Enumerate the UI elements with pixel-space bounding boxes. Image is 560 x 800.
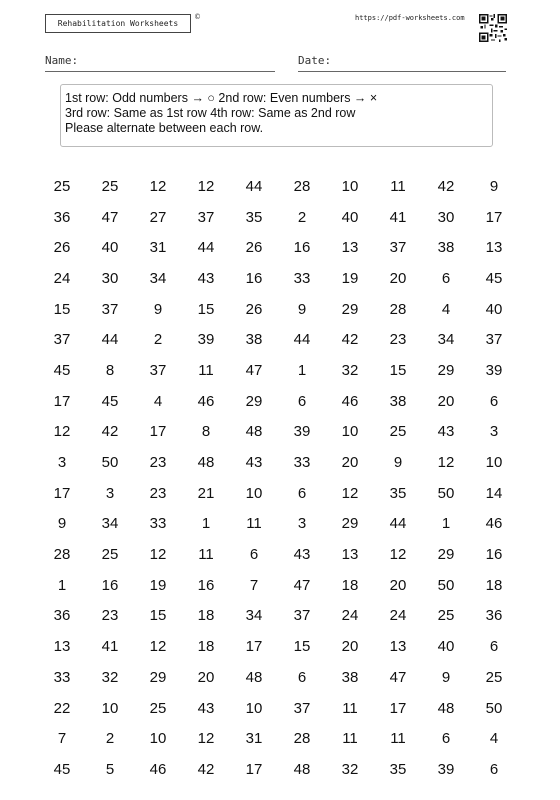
number-cell[interactable]: 16 [293,239,311,257]
number-cell[interactable]: 24 [389,607,407,625]
number-cell[interactable]: 2 [297,208,307,226]
number-cell[interactable]: 32 [101,668,119,686]
number-cell[interactable]: 6 [489,638,499,656]
number-row [38,417,518,448]
number-cell[interactable]: 4 [489,730,499,748]
number-cell[interactable]: 18 [197,607,215,625]
number-cell[interactable]: 19 [149,576,167,594]
number-cell[interactable]: 33 [149,515,167,533]
number-cell[interactable]: 34 [437,331,455,349]
number-cell[interactable]: 19 [341,269,359,287]
number-cell[interactable]: 39 [485,361,503,379]
qr-code-icon [479,14,507,42]
date-field[interactable] [298,54,506,72]
number-row [38,601,518,632]
number-cell[interactable]: 48 [197,454,215,472]
number-cell[interactable]: 10 [485,454,503,472]
number-cell[interactable]: 15 [389,361,407,379]
number-cell[interactable]: 12 [389,546,407,564]
number-cell[interactable]: 46 [485,515,503,533]
number-cell[interactable]: 13 [53,638,71,656]
number-cell[interactable]: 37 [149,361,167,379]
number-cell[interactable]: 20 [341,638,359,656]
number-cell[interactable]: 25 [101,546,119,564]
number-cell[interactable]: 36 [53,607,71,625]
number-cell[interactable]: 4 [441,300,451,318]
number-cell[interactable]: 20 [341,454,359,472]
number-cell[interactable]: 12 [149,546,167,564]
number-row [38,723,518,754]
number-row [38,447,518,478]
number-cell[interactable]: 3 [297,515,307,533]
number-cell[interactable]: 38 [341,668,359,686]
number-cell[interactable]: 8 [105,361,115,379]
number-cell[interactable]: 1 [57,576,67,594]
number-cell[interactable]: 33 [53,668,71,686]
number-cell[interactable]: 9 [57,515,67,533]
number-cell[interactable]: 20 [437,392,455,410]
number-cell[interactable]: 30 [437,208,455,226]
number-cell[interactable]: 7 [249,576,259,594]
number-row [38,478,518,509]
number-cell[interactable]: 47 [293,576,311,594]
number-cell[interactable]: 9 [297,300,307,318]
number-cell[interactable]: 12 [437,454,455,472]
number-cell[interactable]: 35 [245,208,263,226]
number-cell[interactable]: 22 [53,699,71,717]
number-cell[interactable]: 33 [293,269,311,287]
number-cell[interactable]: 42 [341,331,359,349]
number-cell[interactable]: 38 [389,392,407,410]
number-cell[interactable]: 37 [485,331,503,349]
number-cell[interactable]: 17 [389,699,407,717]
number-cell[interactable]: 37 [293,607,311,625]
number-cell[interactable]: 11 [246,515,262,533]
worksheet-title: Rehabilitation Worksheets [45,14,191,33]
number-cell[interactable]: 25 [389,423,407,441]
number-cell[interactable]: 25 [101,177,119,195]
number-cell[interactable]: 17 [53,484,71,502]
number-cell[interactable]: 25 [437,607,455,625]
number-cell[interactable]: 13 [389,638,407,656]
number-cell[interactable]: 39 [293,423,311,441]
number-cell[interactable]: 44 [101,331,119,349]
number-cell[interactable]: 10 [149,730,167,748]
number-cell[interactable]: 38 [437,239,455,257]
number-cell[interactable]: 18 [197,638,215,656]
number-cell[interactable]: 29 [341,300,359,318]
number-cell[interactable]: 6 [249,546,259,564]
date-label: Date: [298,54,332,67]
number-cell[interactable]: 17 [245,638,263,656]
number-cell[interactable]: 20 [389,576,407,594]
number-cell[interactable]: 28 [53,546,71,564]
number-cell[interactable]: 37 [101,300,119,318]
number-cell[interactable]: 45 [101,392,119,410]
number-cell[interactable]: 16 [245,269,263,287]
number-cell[interactable]: 6 [489,392,499,410]
number-row [38,355,518,386]
number-cell[interactable]: 50 [485,699,503,717]
number-cell[interactable]: 1 [297,361,307,379]
number-cell[interactable]: 12 [197,730,215,748]
number-cell[interactable]: 50 [101,454,119,472]
number-cell[interactable]: 46 [197,392,215,410]
number-cell[interactable]: 1 [441,515,451,533]
number-row [38,263,518,294]
number-cell[interactable]: 42 [197,760,215,778]
number-cell[interactable]: 46 [341,392,359,410]
number-cell[interactable]: 42 [101,423,119,441]
number-cell[interactable]: 45 [53,361,71,379]
number-cell[interactable]: 30 [101,269,119,287]
number-cell[interactable]: 12 [149,638,167,656]
number-row [38,294,518,325]
number-row [38,171,518,202]
number-cell[interactable]: 10 [341,177,359,195]
number-cell[interactable]: 48 [437,699,455,717]
number-cell[interactable]: 9 [489,177,499,195]
number-cell[interactable]: 45 [485,269,503,287]
number-cell[interactable]: 17 [485,208,503,226]
name-label: Name: [45,54,79,67]
number-cell[interactable]: 11 [390,177,406,195]
number-cell[interactable]: 44 [293,331,311,349]
number-grid [38,171,518,785]
number-row [38,754,518,785]
number-cell[interactable]: 37 [293,699,311,717]
number-cell[interactable]: 18 [485,576,503,594]
number-cell[interactable]: 11 [342,699,358,717]
number-cell[interactable]: 45 [53,760,71,778]
number-cell[interactable]: 3 [105,484,115,502]
number-cell[interactable]: 23 [101,607,119,625]
number-cell[interactable]: 25 [53,177,71,195]
number-row [38,570,518,601]
number-cell[interactable]: 47 [101,208,119,226]
number-cell[interactable]: 43 [437,423,455,441]
number-cell[interactable]: 29 [437,361,455,379]
number-cell[interactable]: 2 [105,730,115,748]
number-cell[interactable]: 40 [101,239,119,257]
number-cell[interactable]: 29 [437,546,455,564]
number-cell[interactable]: 40 [437,638,455,656]
number-cell[interactable]: 31 [149,239,167,257]
number-cell[interactable]: 12 [149,177,167,195]
number-cell[interactable]: 15 [53,300,71,318]
number-row [38,662,518,693]
number-cell[interactable]: 34 [149,269,167,287]
number-cell[interactable]: 48 [245,668,263,686]
number-cell[interactable]: 25 [149,699,167,717]
number-cell[interactable]: 16 [197,576,215,594]
number-cell[interactable]: 15 [293,638,311,656]
number-cell[interactable]: 16 [101,576,119,594]
number-cell[interactable]: 31 [245,730,263,748]
number-cell[interactable]: 17 [53,392,71,410]
number-cell[interactable]: 20 [389,269,407,287]
number-cell[interactable]: 23 [389,331,407,349]
number-cell[interactable]: 11 [342,730,358,748]
number-row [38,386,518,417]
number-cell[interactable]: 24 [341,607,359,625]
number-cell[interactable]: 6 [441,730,451,748]
number-cell[interactable]: 12 [341,484,359,502]
number-cell[interactable]: 36 [485,607,503,625]
number-cell[interactable]: 13 [341,546,359,564]
number-cell[interactable]: 6 [489,760,499,778]
number-cell[interactable]: 18 [341,576,359,594]
number-cell[interactable]: 21 [197,484,215,502]
number-cell[interactable]: 7 [57,730,67,748]
number-cell[interactable]: 40 [485,300,503,318]
number-cell[interactable]: 6 [441,269,451,287]
number-cell[interactable]: 41 [101,638,119,656]
number-cell[interactable]: 34 [101,515,119,533]
number-cell[interactable]: 29 [149,668,167,686]
number-cell[interactable]: 13 [341,239,359,257]
number-cell[interactable]: 5 [105,760,115,778]
instruction-line-1: 1st row: Odd numbers → ○ 2nd row: Even numbers → × [65,91,378,105]
number-cell[interactable]: 11 [198,546,214,564]
number-cell[interactable]: 43 [197,699,215,717]
number-cell[interactable]: 1 [201,515,211,533]
number-row [38,232,518,263]
number-cell[interactable]: 8 [201,423,211,441]
number-cell[interactable]: 13 [485,239,503,257]
number-cell[interactable]: 14 [485,484,503,502]
number-cell[interactable]: 10 [101,699,119,717]
number-cell[interactable]: 20 [197,668,215,686]
number-cell[interactable]: 48 [293,760,311,778]
number-cell[interactable]: 11 [198,361,214,379]
number-cell[interactable]: 15 [197,300,215,318]
number-cell[interactable]: 24 [53,269,71,287]
number-cell[interactable]: 10 [245,699,263,717]
number-cell[interactable]: 9 [153,300,163,318]
number-cell[interactable]: 29 [245,392,263,410]
number-cell[interactable]: 35 [389,760,407,778]
number-cell[interactable]: 12 [53,423,71,441]
number-cell[interactable]: 25 [485,668,503,686]
number-row [38,693,518,724]
number-cell[interactable]: 32 [341,760,359,778]
number-cell[interactable]: 10 [341,423,359,441]
number-cell[interactable]: 6 [297,392,307,410]
number-cell[interactable]: 44 [197,239,215,257]
number-cell[interactable]: 43 [293,546,311,564]
number-cell[interactable]: 47 [389,668,407,686]
number-cell[interactable]: 12 [197,177,215,195]
number-row [38,509,518,540]
number-cell[interactable]: 36 [53,208,71,226]
name-field[interactable] [45,54,275,72]
number-cell[interactable]: 37 [197,208,215,226]
number-row [38,539,518,570]
number-cell[interactable]: 26 [245,239,263,257]
number-cell[interactable]: 29 [341,515,359,533]
number-cell[interactable]: 26 [53,239,71,257]
number-cell[interactable]: 23 [149,484,167,502]
number-cell[interactable]: 43 [245,454,263,472]
number-cell[interactable]: 34 [245,607,263,625]
number-cell[interactable]: 9 [441,668,451,686]
instructions-box [60,84,493,147]
number-cell[interactable]: 23 [149,454,167,472]
number-cell[interactable]: 42 [437,177,455,195]
number-cell[interactable]: 27 [149,208,167,226]
number-cell[interactable]: 26 [245,300,263,318]
number-cell[interactable]: 50 [437,576,455,594]
site-url-link[interactable]: https://pdf-worksheets.com [355,14,465,22]
instruction-line-2: 3rd row: Same as 1st row 4th row: Same as 2nd row [65,106,356,120]
number-cell[interactable]: 28 [293,730,311,748]
number-cell[interactable]: 6 [297,484,307,502]
number-cell[interactable]: 40 [341,208,359,226]
number-cell[interactable]: 33 [293,454,311,472]
number-cell[interactable]: 4 [153,392,163,410]
number-cell[interactable]: 43 [197,269,215,287]
number-row [38,324,518,355]
number-cell[interactable]: 39 [197,331,215,349]
instruction-line-3: Please alternate between each row. [65,121,264,135]
number-cell[interactable]: 37 [53,331,71,349]
number-cell[interactable]: 46 [149,760,167,778]
number-cell[interactable]: 15 [149,607,167,625]
number-cell[interactable]: 11 [390,730,406,748]
number-cell[interactable]: 28 [293,177,311,195]
copyright-symbol: © [194,13,201,21]
number-cell[interactable]: 28 [389,300,407,318]
number-cell[interactable]: 16 [485,546,503,564]
number-cell[interactable]: 9 [393,454,403,472]
number-cell[interactable]: 44 [389,515,407,533]
number-cell[interactable]: 50 [437,484,455,502]
number-cell[interactable]: 2 [153,331,163,349]
number-cell[interactable]: 47 [245,361,263,379]
number-cell[interactable]: 17 [149,423,167,441]
number-cell[interactable]: 41 [389,208,407,226]
number-cell[interactable]: 39 [437,760,455,778]
number-cell[interactable]: 38 [245,331,263,349]
number-cell[interactable]: 35 [389,484,407,502]
number-row [38,631,518,662]
number-cell[interactable]: 6 [297,668,307,686]
number-cell[interactable]: 3 [57,454,67,472]
number-cell[interactable]: 37 [389,239,407,257]
number-cell[interactable]: 48 [245,423,263,441]
number-cell[interactable]: 32 [341,361,359,379]
number-cell[interactable]: 17 [245,760,263,778]
number-cell[interactable]: 3 [489,423,499,441]
number-cell[interactable]: 44 [245,177,263,195]
number-row [38,202,518,233]
number-cell[interactable]: 10 [245,484,263,502]
